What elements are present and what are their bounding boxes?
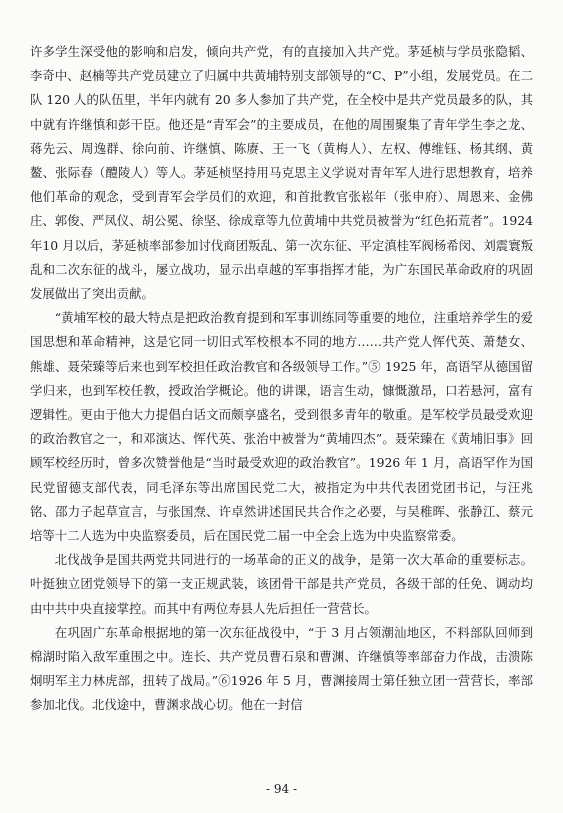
paragraph-1: 许多学生深受他的影响和启发，倾向共产党，有的直接加入共产党。茅延桢与学员张隐韬、李奇中、赵楠等共产党员建立了归属中共黄埔特别支部领导的“C、P”小组，发展党员。在二队 120 人的队伍里，半年内就有 20 多人参加了共产党，在全校中是共产党员最多的队，其中就有许继慎和彭干臣。他还是“青军会”的主要成员，在他的周围聚集了青年学生李之龙、蒋先云、周逸群、徐向前、许继慎、陈赓、王一飞（黄梅人）、左权、傅维钰、杨其纲、黄鳌、张际春（醴陵人）等人。茅延桢坚持用马克思主义学说对青年军人进行思想教育，培养他们革命的观念，受到青军会学员们的欢迎，和首批教官张崧年（张申府）、周恩来、金佛庄、郭俊、严凤仪、胡公冕、徐坚、徐成章等九位黄埔中共党员被誉为“红色拓荒者”。1924 年10 月以后，茅延桢率部参加讨伐商团叛乱、第一次东征、平定滇桂军阀杨希闵、刘震寰叛乱和二次东征的战斗，屡立战功，显示出卓越的军事指挥才能，为广东国民革命政府的巩固发展做出了突出贡献。	[30, 44, 533, 302]
paragraph-2: “黄埔军校的最大特点是把政治教育提到和军事训练同等重要的地位，注重培养学生的爱国思想和革命精神，这是它同一切旧式军校根本不同的地方……共产党人恽代英、萧楚女、熊雄、聂荣臻等后来也到军校担任政治教官和各级领导工作。”⑤ 1925 年，高语罕从德国留学归来，也到军校任教，授政治学概论。他的讲课，语言生动，慷慨激昂，口若悬河，富有逻辑性。更由于他大力提倡白话文而颇享盛名，受到很多青年的敬重。是军校学员最受欢迎的政治教官之一，和邓演达、恽代英、张治中被誉为“黄埔四杰”。聂荣臻在《黄埔旧事》回顾军校经历时，曾多次赞誉他是“当时最受欢迎的政治教官”。1926 年 1 月，高语罕作为国民党留德支部代表，同毛泽东等出席国民党二大，被指定为中共代表团党团书记，与汪兆铭、邵力子起草宣言，与张国焘、许卓然讲述国民共合作之必要，与吴稚晖、张静江、蔡元培等十二人选为中央监察委员，后在国民党二届一中全会上选为中央监察常委。	[30, 310, 533, 544]
page-number: - 94 -	[265, 782, 297, 796]
paragraph-4: 在巩固广东革命根据地的第一次东征战役中，“于 3 月占领潮汕地区，不料部队回师到棉湖时陷入敌军重围之中。连长、共产党员曹石泉和曹渊、许继慎等率部奋力作战，击溃陈炯明军主力林虎部，扭转了战局。”⑥1926 年 5 月，曹渊接周士第任独立团一营营长，率部参加北伐。北伐途中，曹渊求战心切。他在一封信	[30, 624, 533, 713]
paragraph-3: 北伐战争是国共两党共同进行的一场革命的正义的战争，是第一次大革命的重要标志。叶挺独立团党领导下的第一支正规武装，该团骨干部是共产党员，各级干部的任免、调动均由中共中央直接掌控。而其中有两位寿县人先后担任一营营长。	[30, 552, 533, 616]
body-text	[30, 40, 533, 718]
